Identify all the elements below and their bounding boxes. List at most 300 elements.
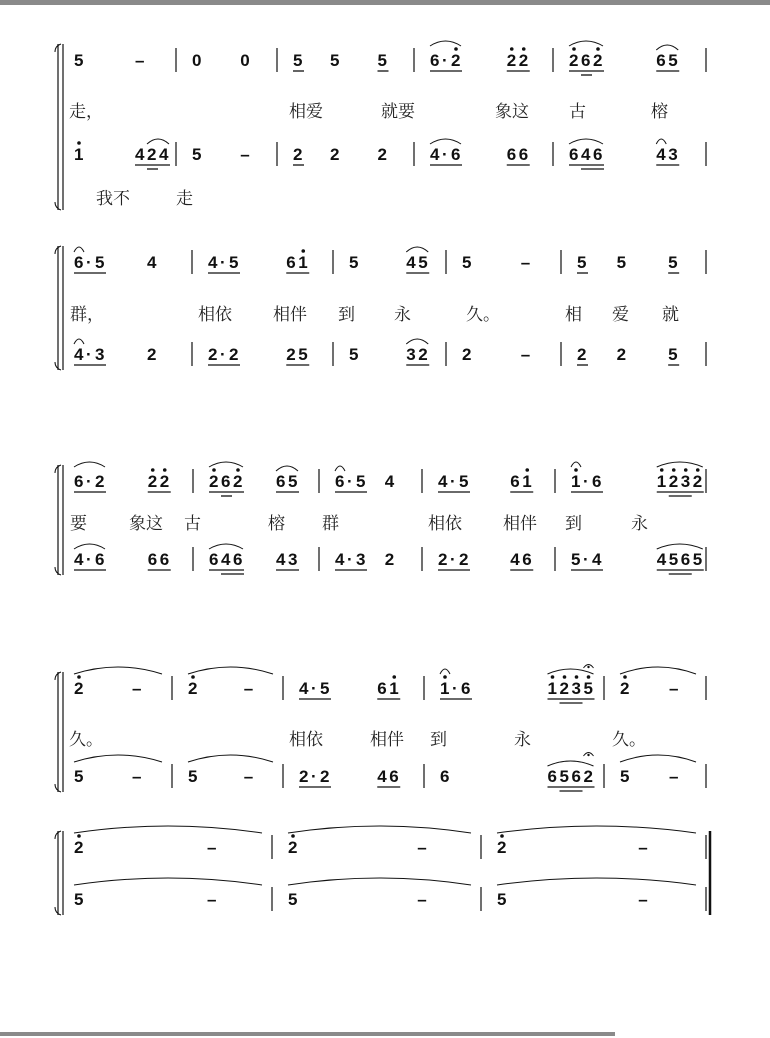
- note-digit: 5: [95, 253, 105, 272]
- bottom-voice-measure: [430, 139, 530, 165]
- dash-extension: –: [669, 679, 679, 698]
- note-digit: 6: [209, 550, 219, 569]
- lyric-word: 相伴: [503, 514, 537, 534]
- octave-dot: [454, 47, 458, 51]
- octave-dot: [684, 468, 688, 472]
- bottom-voice-measure: [74, 878, 262, 909]
- note-digit: 3: [288, 550, 298, 569]
- note-digit: ·: [86, 253, 92, 272]
- dash-extension: –: [638, 890, 648, 909]
- note-digit: ·: [220, 345, 226, 364]
- lyric-word: 相依: [289, 730, 323, 750]
- dash-extension: –: [417, 890, 427, 909]
- note-digit: 5: [668, 253, 678, 272]
- lyric-word: 榕: [651, 102, 668, 122]
- note-digit: 5: [330, 51, 340, 70]
- bottom-voice-measure: [209, 544, 299, 574]
- note-digit: 5: [298, 345, 308, 364]
- slur: [74, 462, 105, 467]
- system-5: [55, 826, 710, 915]
- note-digit: ·: [452, 679, 458, 698]
- note-digit: 2: [438, 550, 448, 569]
- note-digit: 4: [208, 253, 218, 272]
- note-digit: 2: [159, 472, 170, 491]
- note-digit: 2: [286, 345, 296, 364]
- note-digit: 2: [593, 51, 603, 70]
- lyric-word: 就要: [381, 102, 415, 122]
- tie: [188, 755, 273, 762]
- note-digit: 6: [377, 679, 387, 698]
- tie: [620, 755, 696, 762]
- lyric-word: 走，: [69, 102, 103, 122]
- note-digit: 2: [559, 679, 569, 698]
- tie: [74, 667, 162, 674]
- lyric-word: 古: [184, 514, 201, 534]
- octave-dot: [291, 834, 295, 838]
- note-digit: 4: [438, 472, 448, 491]
- note-digit: 5: [293, 51, 303, 70]
- note-digit: 1: [74, 145, 84, 164]
- note-digit: ·: [86, 472, 92, 491]
- note-digit: 5: [192, 145, 202, 164]
- bottom-voice-measure: [497, 878, 696, 909]
- octave-dot: [596, 47, 600, 51]
- slur: [430, 41, 461, 46]
- octave-dot: [236, 468, 240, 472]
- note-digit: 5: [349, 345, 359, 364]
- octave-dot: [563, 675, 567, 679]
- note-digit: 5: [459, 472, 469, 491]
- lyric-word: 爱: [612, 305, 629, 325]
- octave-dot: [574, 468, 578, 472]
- slur: [569, 41, 603, 46]
- bottom-voice-measure: [571, 544, 704, 574]
- octave-dot: [660, 468, 664, 472]
- note-digit: 6: [451, 145, 461, 164]
- note-digit: 5: [188, 767, 198, 786]
- top-voice-measure: [440, 665, 595, 704]
- note-digit: 2: [74, 838, 84, 857]
- note-digit: 5: [74, 890, 84, 909]
- note-digit: 5: [497, 890, 507, 909]
- top-voice-measure: [497, 826, 696, 857]
- note-digit: 5: [577, 253, 587, 272]
- note-digit: 6: [547, 767, 557, 786]
- bottom-voice-measure: [74, 339, 156, 365]
- slur: [548, 761, 594, 766]
- note-digit: ·: [347, 550, 353, 569]
- note-digit: 6: [430, 51, 440, 70]
- top-voice-measure: [74, 51, 144, 70]
- note-digit: 2: [147, 345, 157, 364]
- note-digit: 4: [656, 145, 666, 164]
- lyric-word: 永: [514, 730, 531, 750]
- note-digit: 2: [616, 345, 627, 364]
- bottom-voice-measure: [299, 767, 400, 787]
- lyric-word: 久。: [69, 730, 103, 750]
- note-digit: 5: [74, 767, 84, 786]
- note-digit: 6: [581, 51, 591, 70]
- note-digit: 5: [692, 550, 703, 569]
- note-digit: 4: [581, 145, 591, 164]
- slur: [209, 462, 243, 467]
- note-digit: 2: [418, 345, 428, 364]
- note-digit: 2: [95, 472, 105, 491]
- tie: [74, 755, 162, 762]
- bottom-voice-measure: [440, 753, 595, 792]
- note-digit: 5: [74, 51, 84, 70]
- dash-extension: –: [520, 253, 531, 272]
- note-digit: 5: [571, 550, 581, 569]
- bottom-voice-measure: [569, 139, 679, 169]
- dash-extension: –: [207, 838, 217, 857]
- note-digit: 2: [583, 767, 593, 786]
- octave-dot: [212, 468, 216, 472]
- slur: [656, 45, 678, 50]
- system-1: [55, 41, 706, 210]
- note-digit: 0: [240, 51, 250, 70]
- lyric-word: 相伴: [273, 305, 307, 325]
- tie: [288, 878, 471, 885]
- note-digit: 1: [547, 679, 557, 698]
- note-digit: 2: [188, 679, 198, 698]
- dash-extension: –: [638, 838, 648, 857]
- note-digit: ·: [442, 51, 448, 70]
- note-digit: 2: [288, 838, 298, 857]
- tie: [497, 826, 696, 833]
- lyric-word: 相爱: [289, 102, 323, 122]
- slur: [657, 462, 703, 467]
- octave-dot: [551, 675, 555, 679]
- lyric-word: 到: [338, 305, 355, 325]
- lyric-word: 要: [70, 514, 87, 534]
- slur: [406, 339, 428, 344]
- slur: [406, 247, 428, 252]
- note-digit: 4: [592, 550, 602, 569]
- note-digit: 6: [147, 550, 158, 569]
- dash-extension: –: [520, 345, 531, 364]
- system-3: [55, 462, 706, 575]
- octave-dot: [510, 47, 514, 51]
- note-digit: 2: [208, 345, 218, 364]
- note-digit: 6: [593, 145, 603, 164]
- note-digit: 1: [571, 472, 581, 491]
- bottom-voice-measure: [74, 755, 162, 786]
- note-digit: 6: [74, 472, 84, 491]
- note-digit: ·: [311, 679, 317, 698]
- bottom-voice-measure: [620, 755, 696, 786]
- octave-dot: [572, 47, 576, 51]
- note-digit: 4: [276, 550, 286, 569]
- note-digit: 2: [569, 51, 579, 70]
- note-digit: 1: [522, 472, 532, 491]
- top-voice-measure: [288, 826, 471, 857]
- note-digit: 5: [377, 51, 387, 70]
- note-digit: 2: [384, 550, 395, 569]
- note-digit: 5: [462, 253, 472, 272]
- note-digit: 2: [577, 345, 587, 364]
- dash-extension: –: [417, 838, 427, 857]
- lyric-word: 永: [631, 514, 648, 534]
- note-digit: 6: [506, 145, 517, 164]
- top-voice-measure: [577, 253, 679, 273]
- note-digit: ·: [450, 472, 456, 491]
- note-digit: 4: [510, 550, 520, 569]
- note-digit: 3: [668, 145, 678, 164]
- note-digit: 4: [135, 145, 145, 164]
- lyric-word: 相伴: [370, 730, 404, 750]
- dash-extension: –: [243, 767, 254, 786]
- note-digit: 2: [330, 145, 340, 164]
- octave-dot: [151, 468, 155, 472]
- note-digit: 5: [288, 890, 298, 909]
- note-digit: 2: [518, 51, 529, 70]
- dash-extension: –: [240, 145, 250, 164]
- dash-extension: –: [132, 679, 142, 698]
- top-voice-measure: [192, 51, 250, 70]
- dash-extension: –: [207, 890, 217, 909]
- octave-dot: [301, 249, 305, 253]
- note-digit: 2: [451, 51, 461, 70]
- note-digit: ·: [450, 550, 456, 569]
- note-digit: 6: [221, 472, 231, 491]
- lyric-word: 古: [569, 102, 586, 122]
- note-digit: 2: [377, 145, 387, 164]
- bottom-voice-measure: [462, 345, 530, 364]
- note-digit: 4: [147, 253, 157, 272]
- note-digit: 5: [668, 550, 679, 569]
- slur: [74, 544, 105, 549]
- slur: [147, 139, 169, 144]
- note-digit: 5: [418, 253, 428, 272]
- top-voice-measure: [299, 675, 400, 699]
- dash-extension: –: [135, 51, 145, 70]
- top-voice-measure: [74, 667, 162, 698]
- octave-dot: [522, 47, 526, 51]
- note-digit: ·: [347, 472, 353, 491]
- lyric-word: 群，: [70, 305, 104, 325]
- note-digit: 3: [680, 472, 691, 491]
- bottom-border: [0, 1032, 615, 1036]
- bottom-voice-measure: [288, 878, 471, 909]
- note-digit: 5: [616, 253, 627, 272]
- note-digit: 5: [583, 679, 593, 698]
- note-digit: 6: [95, 550, 105, 569]
- tie: [288, 826, 471, 833]
- note-digit: ·: [583, 550, 589, 569]
- bottom-voice-measure: [74, 544, 171, 570]
- tie: [497, 878, 696, 885]
- dash-extension: –: [669, 767, 679, 786]
- bottom-voice-measure: [188, 755, 273, 786]
- slur: [430, 139, 461, 144]
- lyric-word: 相依: [428, 514, 462, 534]
- note-digit: ·: [86, 550, 92, 569]
- top-voice-measure: [571, 462, 704, 496]
- bottom-voice-measure: [208, 345, 309, 365]
- octave-dot: [587, 675, 591, 679]
- bottom-voice-measure: [192, 145, 250, 164]
- note-digit: 5: [559, 767, 569, 786]
- lyric-word: 到: [430, 730, 447, 750]
- top-voice-measure: [349, 247, 429, 273]
- lyric-word-2: 走: [176, 189, 193, 209]
- top-voice-measure: [462, 253, 530, 272]
- lyric-word: 榕: [268, 514, 285, 534]
- tie: [74, 826, 262, 833]
- note-digit: 2: [209, 472, 219, 491]
- note-digit: ·: [220, 253, 226, 272]
- octave-dot: [623, 675, 627, 679]
- note-digit: 6: [440, 767, 450, 786]
- top-voice-measure: [430, 41, 530, 71]
- lyric-word: 久。: [466, 305, 500, 325]
- fermata-dot: [587, 754, 589, 756]
- note-digit: 6: [335, 472, 345, 491]
- note-digit: 4: [377, 767, 387, 786]
- octave-dot: [443, 675, 447, 679]
- dash-extension: –: [243, 679, 254, 698]
- note-digit: 2: [147, 145, 157, 164]
- note-digit: 6: [159, 550, 170, 569]
- note-digit: 2: [506, 51, 517, 70]
- slur: [657, 544, 703, 549]
- note-digit: 2: [320, 767, 330, 786]
- octave-dot: [163, 468, 167, 472]
- note-digit: 6: [680, 550, 691, 569]
- top-voice-measure: [293, 51, 389, 71]
- note-digit: 5: [620, 767, 630, 786]
- slur: [209, 544, 243, 549]
- note-digit: 2: [620, 679, 630, 698]
- slur: [276, 466, 298, 471]
- note-digit: 2: [293, 145, 303, 164]
- note-digit: 1: [656, 472, 667, 491]
- note-digit: 4: [430, 145, 440, 164]
- lyric-word: 相: [565, 305, 582, 325]
- tie: [620, 667, 696, 674]
- note-digit: 4: [74, 345, 84, 364]
- note-digit: 5: [288, 472, 298, 491]
- note-digit: 6: [571, 767, 581, 786]
- fermata-dot: [587, 666, 589, 668]
- top-voice-measure: [209, 462, 299, 496]
- bottom-voice-measure: [438, 550, 533, 570]
- note-digit: 4: [74, 550, 84, 569]
- note-digit: 2: [74, 679, 84, 698]
- top-voice-measure: [74, 462, 171, 492]
- slur: [548, 669, 594, 674]
- note-digit: 5: [229, 253, 239, 272]
- note-digit: 5: [349, 253, 359, 272]
- note-digit: 6: [569, 145, 579, 164]
- note-digit: 3: [356, 550, 366, 569]
- note-digit: 5: [668, 51, 678, 70]
- note-digit: 2: [692, 472, 703, 491]
- bottom-voice-measure: [349, 339, 429, 365]
- octave-dot: [696, 468, 700, 472]
- note-digit: 3: [571, 679, 581, 698]
- note-digit: ·: [583, 472, 589, 491]
- system-4: [55, 665, 706, 793]
- top-voice-measure: [620, 667, 696, 698]
- note-digit: 6: [518, 145, 529, 164]
- note-digit: 4: [384, 472, 395, 491]
- lyric-word-2: 我不: [96, 189, 130, 209]
- tie: [74, 878, 262, 885]
- note-digit: 6: [592, 472, 602, 491]
- octave-dot: [525, 468, 529, 472]
- slur: [74, 247, 84, 252]
- note-digit: 0: [192, 51, 202, 70]
- note-digit: 4: [159, 145, 169, 164]
- lyric-word: 久。: [612, 730, 646, 750]
- slur: [569, 139, 603, 144]
- note-digit: 2: [233, 472, 243, 491]
- note-digit: 1: [298, 253, 308, 272]
- note-digit: 6: [74, 253, 84, 272]
- note-digit: 6: [522, 550, 532, 569]
- note-digit: 6: [656, 51, 666, 70]
- top-voice-measure: [74, 247, 157, 273]
- system-2: [55, 246, 706, 370]
- bottom-voice-measure: [335, 550, 394, 570]
- top-voice-measure: [188, 667, 273, 698]
- note-digit: 6: [276, 472, 286, 491]
- note-digit: 5: [668, 345, 678, 364]
- octave-dot: [392, 675, 396, 679]
- tie: [188, 667, 273, 674]
- slur: [74, 339, 84, 344]
- lyric-word: 群: [322, 514, 339, 534]
- note-digit: 4: [406, 253, 416, 272]
- note-digit: ·: [442, 145, 448, 164]
- bottom-voice-measure: [74, 139, 170, 169]
- note-digit: ·: [311, 767, 317, 786]
- octave-dot: [575, 675, 579, 679]
- lyric-word: 象这: [495, 102, 529, 122]
- note-digit: 6: [510, 472, 520, 491]
- note-digit: 2: [459, 550, 469, 569]
- top-voice-measure: [335, 466, 395, 492]
- note-digit: 5: [320, 679, 330, 698]
- dash-extension: –: [132, 767, 142, 786]
- lyric-word: 相依: [198, 305, 232, 325]
- bottom-voice-measure: [293, 145, 387, 165]
- note-digit: 2: [299, 767, 309, 786]
- note-digit: 2: [668, 472, 679, 491]
- note-digit: 2: [497, 838, 507, 857]
- note-digit: 2: [147, 472, 158, 491]
- note-digit: 3: [406, 345, 416, 364]
- slur: [440, 669, 450, 674]
- note-digit: 3: [95, 345, 105, 364]
- note-digit: 4: [335, 550, 345, 569]
- slur: [656, 139, 666, 144]
- top-voice-measure: [208, 249, 309, 273]
- bottom-voice-measure: [577, 345, 679, 365]
- lyric-word: 永: [394, 305, 411, 325]
- note-digit: 6: [461, 679, 471, 698]
- note-digit: 2: [229, 345, 239, 364]
- octave-dot: [500, 834, 504, 838]
- note-digit: 4: [299, 679, 309, 698]
- note-digit: 1: [440, 679, 450, 698]
- octave-dot: [672, 468, 676, 472]
- note-digit: 6: [286, 253, 296, 272]
- slur: [571, 462, 581, 467]
- lyric-word: 就: [662, 305, 679, 325]
